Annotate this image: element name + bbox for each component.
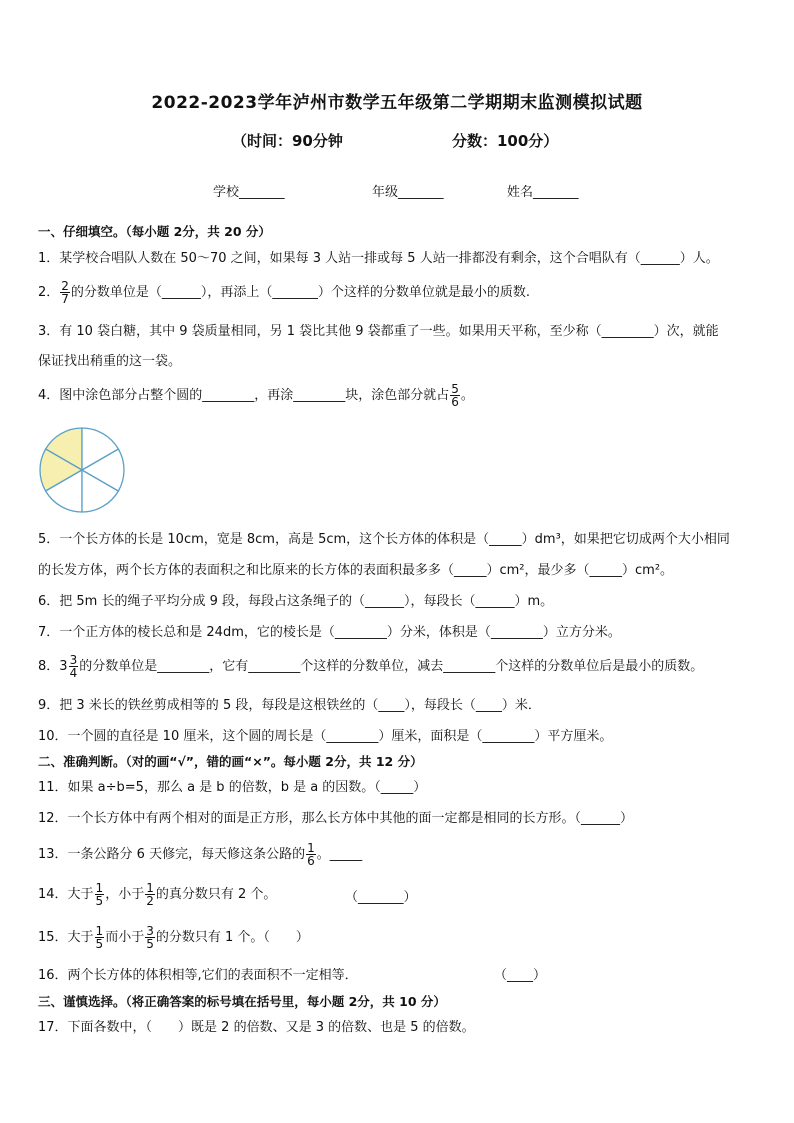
pie-sectors: [40, 428, 124, 512]
q8-number: 8．: [38, 659, 60, 674]
q8-text: 的分数单位是________，它有________个这样的分数单位，减去________个这样的分数单位后是最小的质数。: [79, 659, 704, 674]
q15-text: 15．大于: [38, 930, 94, 945]
q14-fraction-2: [145, 882, 155, 907]
q4-text: 4．图中涂色部分占整个圆的________，再涂________块，涂色部分就占: [38, 388, 450, 403]
question-5a: 5．一个长方体的长是 10cm，宽是 8cm，高是 5cm，这个长方体的体积是（_____）dm³，如果把它切成两个大小相同: [38, 532, 730, 547]
fraction-5-6: [450, 383, 460, 408]
exam-score: 分数：100分）: [452, 132, 559, 150]
q15-den1: 5: [95, 937, 104, 951]
circle-figure: [37, 425, 127, 515]
question-12: 12．一个长方体中有两个相对的面是正方形，那么长方体中其他的面一定都是相同的长方形。（______）: [38, 811, 634, 826]
q14-answer-blank: （_______）: [345, 890, 417, 905]
q15-fraction-1: [95, 925, 105, 950]
q15-mid: 而小于: [105, 930, 145, 945]
question-14: [38, 882, 276, 907]
question-16: 16．两个长方体的体积相等,它们的表面积不一定相等．: [38, 968, 358, 983]
question-15: [38, 925, 309, 950]
q8-whole: 3: [59, 659, 68, 674]
q14-num2: 1: [146, 881, 154, 895]
section3-heading: 三、谨慎选择。（将正确答案的标号填在括号里，每小题 2分，共 10 分）: [38, 994, 446, 1009]
q16-answer-blank: （____）: [494, 968, 547, 983]
name-field: 姓名_______: [507, 185, 579, 200]
q13-text: 13．一条公路分 6 天修完，每天修这条公路的: [38, 847, 306, 862]
q14-end: 的真分数只有 2 个。: [155, 887, 277, 902]
question-7: 7．一个正方体的棱长总和是 24dm，它的棱长是（________）分米，体积是（________）立方分米。: [38, 625, 621, 640]
fraction-2-7: [60, 280, 70, 305]
question-3a: 3．有 10 袋白糖，其中 9 袋质量相同，另 1 袋比其他 9 袋都重了一些。如果用天平称，至少称（________）次，就能: [38, 324, 719, 339]
question-8: [38, 654, 703, 679]
q2-number: 2．: [38, 285, 60, 300]
q14-text: 14．大于: [38, 887, 94, 902]
question-5b: 的长发方体，两个长方体的表面积之和比原来的长方体的表面积最多多（_____）cm²，最少多（_____）cm²。: [38, 563, 674, 578]
question-9: 9．把 3 米长的铁丝剪成相等的 5 段，每段是这根铁丝的（____），每段长（____）米．: [38, 698, 541, 713]
q8-fraction: [69, 654, 79, 679]
q15-end: 的分数只有 1 个。（ ）: [155, 930, 309, 945]
q2-den: 7: [61, 292, 69, 306]
question-11: 11．如果 a÷b=5，那么 a 是 b 的倍数，b 是 a 的因数。（_____）: [38, 780, 427, 795]
fraction-1-6: [306, 842, 316, 867]
exam-time: （时间：90分钟: [232, 132, 343, 150]
school-field: 学校_______: [213, 185, 285, 200]
q8-den: 4: [69, 666, 78, 680]
mixed-number-3-3-4: [59, 654, 79, 679]
q15-num2: 3: [146, 924, 154, 938]
question-6: 6．把 5m 长的绳子平均分成 9 段，每段占这条绳子的（______），每段长（______）m。: [38, 594, 554, 609]
q4-end: 。: [460, 388, 474, 403]
q2-num: 2: [61, 279, 69, 293]
q13-den: 6: [307, 854, 315, 868]
section2-heading: 二、准确判断。（对的画“√”，错的画“×”。每小题 2分，共 12 分）: [38, 754, 423, 769]
q2-text: 的分数单位是（______），再添上（_______）个这样的分数单位就是最小的质数.: [70, 285, 531, 300]
question-2: [38, 280, 530, 305]
q15-num1: 1: [95, 924, 104, 938]
q13-num: 1: [307, 841, 315, 855]
q15-den2: 5: [146, 937, 154, 951]
question-1: 1．某学校合唱队人数在 50～70 之间，如果每 3 人站一排或每 5 人站一排都没有剩余，这个合唱队有（______）人。: [38, 251, 719, 266]
q13-end: 。_____: [316, 847, 363, 862]
question-10: 10．一个圆的直径是 10 厘米，这个圆的周长是（________）厘米，面积是（________）平方厘米。: [38, 729, 613, 744]
question-17: 17．下面各数中，（ ）既是 2 的倍数、又是 3 的倍数、也是 5 的倍数。: [38, 1020, 475, 1035]
q4-num: 5: [451, 382, 459, 396]
q14-fraction-1: [95, 882, 105, 907]
question-3b: 保证找出稍重的这一袋。: [38, 354, 182, 369]
grade-field: 年级_______: [372, 185, 444, 200]
q15-fraction-2: [145, 925, 155, 950]
q14-den2: 2: [146, 894, 154, 908]
q14-num1: 1: [95, 881, 104, 895]
q8-num: 3: [69, 653, 78, 667]
question-13: [38, 842, 362, 867]
q4-den: 6: [451, 395, 459, 409]
question-4: [38, 383, 474, 408]
section1-heading: 一、仔细填空。（每小题 2分，共 20 分）: [38, 224, 271, 239]
q14-mid: ，小于: [105, 887, 145, 902]
q14-den1: 5: [95, 894, 104, 908]
page-title: 2022-2023学年泸州市数学五年级第二学期期末监测模拟试题: [151, 93, 643, 113]
